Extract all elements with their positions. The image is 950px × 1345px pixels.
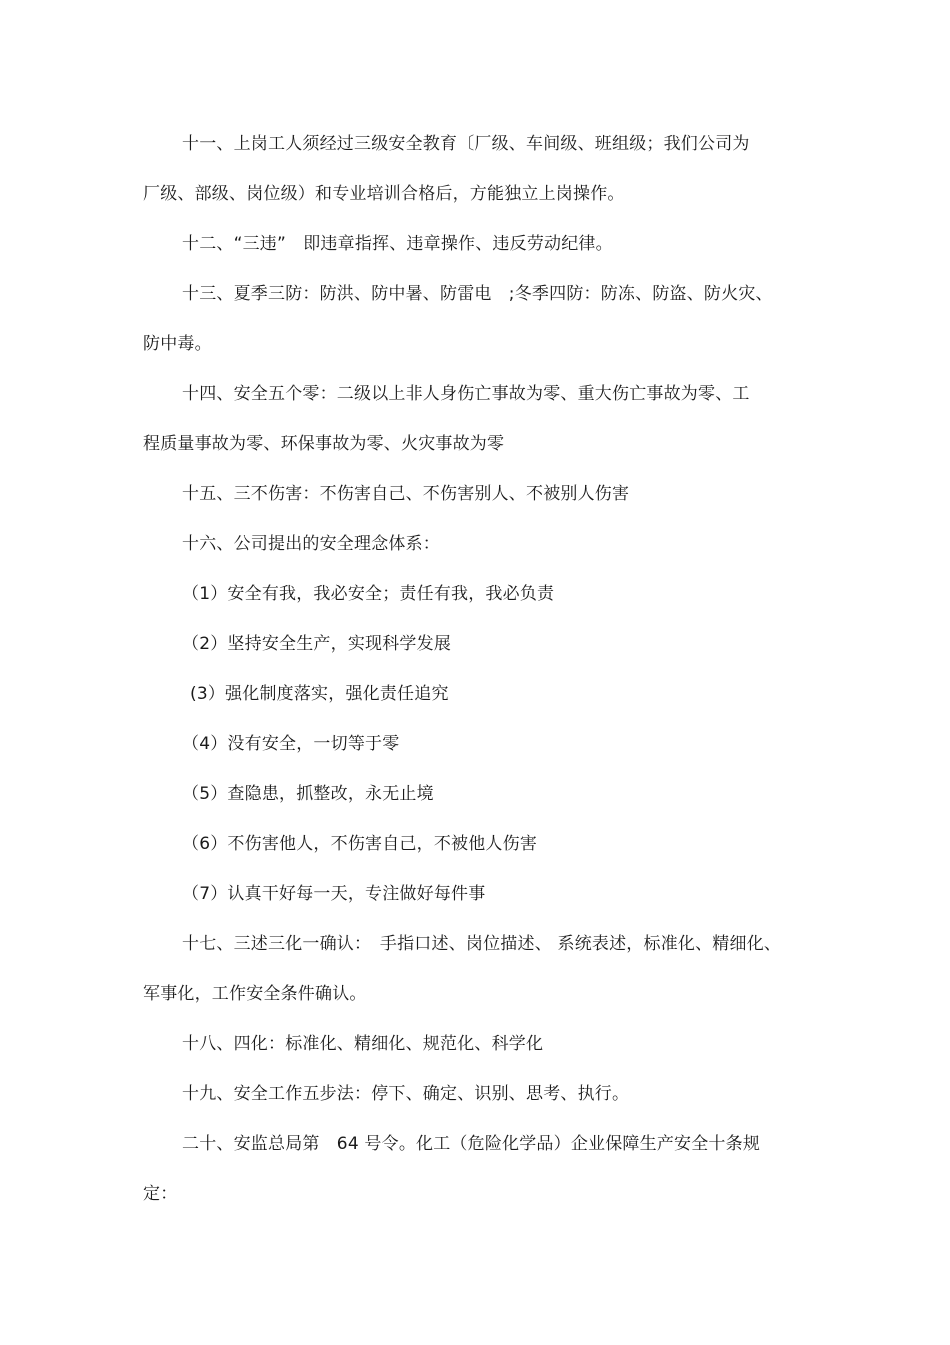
paragraph-line: 军事化，工作安全条件确认。 — [143, 984, 367, 1004]
paragraph-line: 十一、上岗工人须经过三级安全教育〔厂级、车间级、班组级；我们公司为 — [182, 134, 750, 154]
paragraph-line: 十五、三不伤害：不伤害自己、不伤害别人、不被别人伤害 — [182, 484, 630, 504]
paragraph-line: 十四、安全五个零：二级以上非人身伤亡事故为零、重大伤亡事故为零、工 — [182, 384, 750, 404]
paragraph-line: 十八、四化：标准化、精细化、规范化、科学化 — [182, 1034, 544, 1054]
paragraph-line: 防中毒。 — [143, 334, 212, 354]
paragraph-line: 厂级、部级、岗位级）和专业培训合格后，方能独立上岗操作。 — [143, 184, 625, 204]
paragraph-line: 十二、“三违” 即违章指挥、违章操作、违反劳动纪律。 — [182, 234, 613, 254]
list-item: （1）安全有我，我必安全；责任有我，我必负责 — [182, 584, 555, 604]
paragraph-line: 二十、安监总局第 64 号令。化工（危险化学品）企业保障生产安全十条规 — [182, 1134, 761, 1154]
paragraph-line: 十六、公司提出的安全理念体系： — [182, 534, 440, 554]
paragraph-line: 十九、安全工作五步法：停下、确定、识别、思考、执行。 — [182, 1084, 630, 1104]
list-item: （5）查隐患，抓整改，永无止境 — [182, 784, 434, 804]
paragraph-line: 十三、夏季三防：防洪、防中暑、防雷电 ;冬季四防：防冻、防盗、防火灾、 — [182, 284, 773, 304]
list-item: （4）没有安全，一切等于零 — [182, 734, 400, 754]
list-item: （6）不伤害他人，不伤害自己，不被他人伤害 — [182, 834, 538, 854]
list-item: （2）坚持安全生产，实现科学发展 — [182, 634, 452, 654]
list-item: （7）认真干好每一天，专注做好每件事 — [182, 884, 486, 904]
paragraph-line: 程质量事故为零、环保事故为零、火灾事故为零 — [143, 434, 505, 454]
paragraph-line: 十七、三述三化一确认： 手指口述、岗位描述、 系统表述，标准化、精细化、 — [182, 934, 782, 954]
paragraph-line: 定： — [143, 1184, 178, 1204]
list-item: (3）强化制度落实，强化责任追究 — [190, 684, 449, 704]
